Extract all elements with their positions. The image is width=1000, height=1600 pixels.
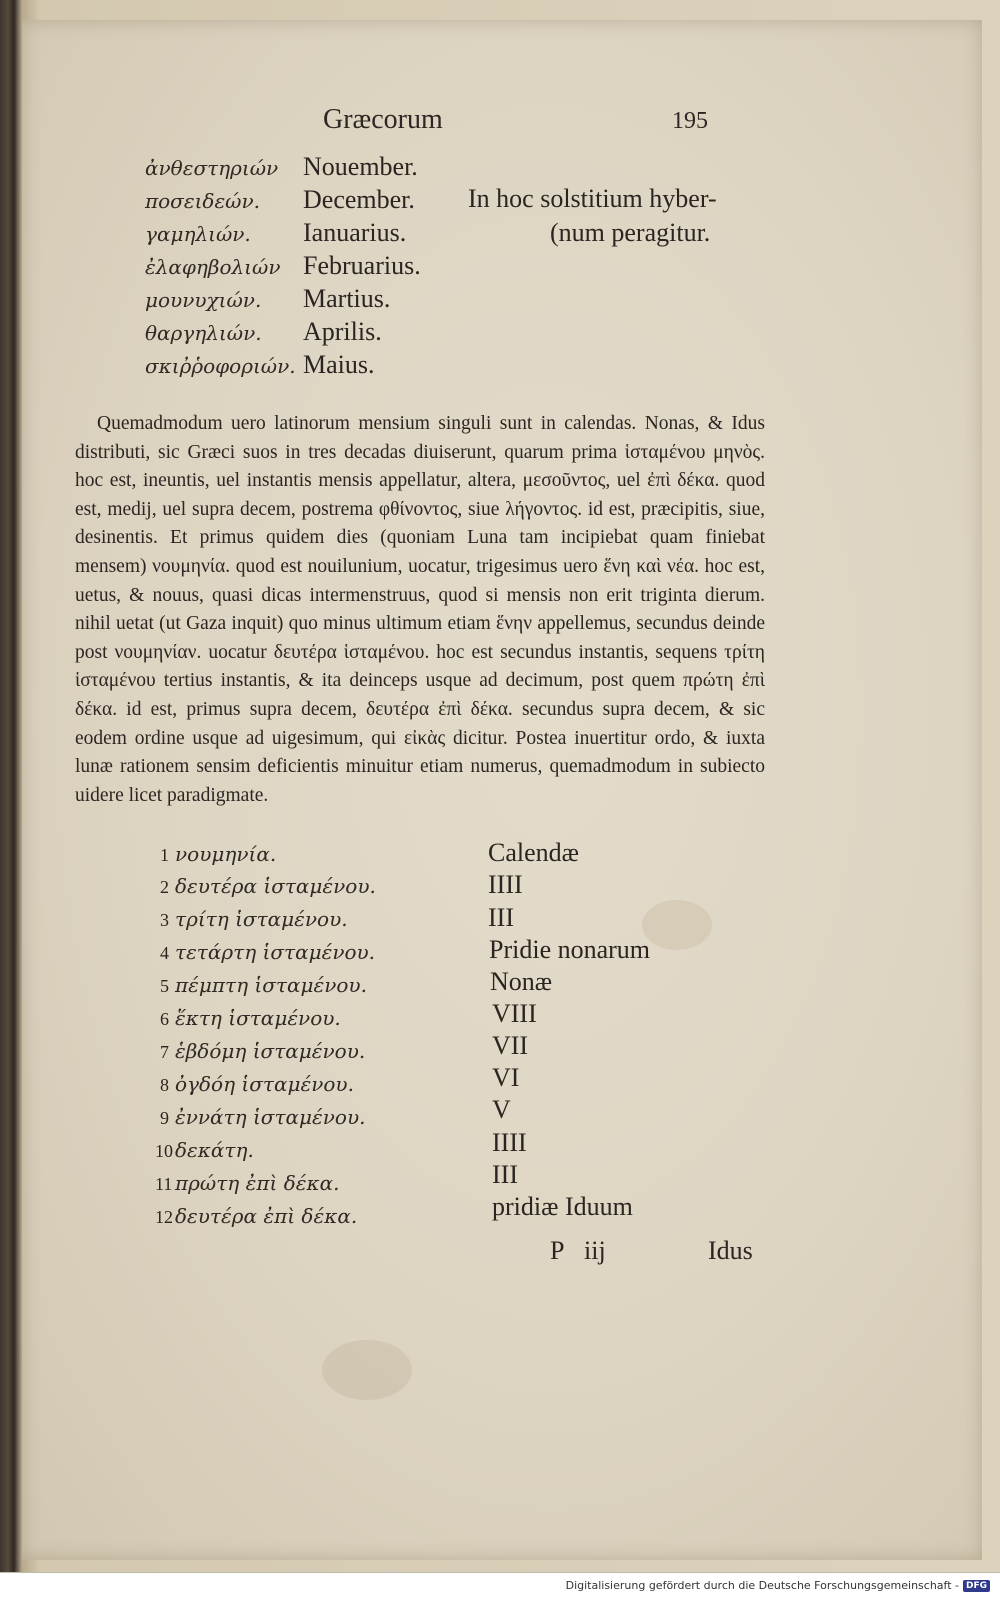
month-latin: Ianuarius. (303, 218, 407, 247)
day-greek: τρίτη ἱσταμένου. (175, 907, 348, 931)
day-number: 3 (160, 910, 169, 930)
day-number: 10 (155, 1141, 173, 1161)
day-greek: νουμηνία. (175, 842, 277, 866)
month-latin: Februarius. (303, 251, 421, 280)
month-latin: Nouember. (303, 152, 418, 181)
month-row (145, 317, 485, 351)
solstice-note-line: In hoc solstitium hyber- (468, 184, 717, 213)
day-number: 7 (160, 1042, 169, 1062)
month-latin: December. (303, 185, 415, 214)
day-number: 12 (155, 1207, 173, 1227)
paper-stain (322, 1340, 412, 1400)
roman-day-name: VI (492, 1063, 520, 1092)
day-greek: ἕκτη ἱσταμένου. (175, 1006, 341, 1030)
month-row (145, 152, 485, 186)
month-row (145, 185, 485, 219)
month-greek: ἀνθεστηριών (145, 156, 279, 180)
month-latin: Martius. (303, 284, 391, 313)
month-row (145, 284, 485, 318)
roman-day-name: VII (492, 1031, 529, 1060)
day-greek: ὀγδόη ἱσταμένου. (175, 1072, 354, 1096)
roman-day-name: V (492, 1095, 511, 1124)
catchword: Idus (708, 1236, 753, 1265)
dfg-attribution (566, 1579, 990, 1592)
page-number: 195 (672, 108, 708, 134)
attribution-text: Digitalisierung gefördert durch die Deutsche Forschungsgemeinschaft - (565, 1579, 959, 1592)
month-latin: Maius. (303, 350, 375, 379)
roman-day-name: IIII (492, 1128, 527, 1157)
month-greek: ἐλαφηβολιών (145, 255, 281, 279)
month-row (145, 350, 485, 384)
day-row (155, 1105, 395, 1137)
roman-day-name: Pridie nonarum (489, 935, 651, 964)
dfg-logo: DFG (963, 1580, 990, 1592)
month-latin: Aprilis. (303, 317, 382, 346)
day-row (155, 973, 395, 1005)
day-number: 4 (160, 943, 169, 963)
month-greek: σκιῤῥοφοριών. (145, 354, 296, 378)
day-greek: ἐννάτη ἱσταμένου. (175, 1105, 366, 1129)
day-number: 2 (160, 877, 169, 897)
day-number: 6 (160, 1009, 169, 1029)
day-row (155, 1039, 395, 1071)
body-paragraph: Quemadmodum uero latinorum mensium singuli sunt in calendas. Nonas, & Idus distributi, sic Græci suos in tres decadas diuiserunt, quarum prima ἱσταμένου μηνὸς. hoc est, ineuntis, uel instantis mensis appellatur, altera, μεσοῦντος, uel ἐπὶ δέκα. quod est, medij, uel supra decem, postrema φθίνοντος, siue λήγοντος. id est, præcipitis, siue, desinentis. Et primus quidem dies (quoniam Luna tam incipiebat quam finiebat mensem) νουμηνία. quod est nouilunium, uocatur, trigesimus uero ἕνη καὶ νέα. hoc est, uetus, & nouus, quasi dicas intermenstruus, quod si mensis non erit triginta dierum. nihil uetat (ut Gaza inquit) quo minus ultimum etiam ἕνην appellemus, secundus deinde post νουμηνίαν. uocatur δευτέρα ἱσταμένου. hoc est secundus instantis, sequens τρίτη ἱσταμένου tertius instantis, & ita deinceps usque ad decimum, post quem πρώτη ἐπὶ δέκα. id est, primus supra decem, δευτέρα ἐπὶ δέκα. secundus supra decem, & sic eodem ordine usque ad uigesimum, qui εἰκὰς dicitur. Postea inuertitur ordo, & iuxta lunæ rationem sensim deficientis minuitur etiam numerus, quemadmodum in subiecto uidere licet paradigmate. (75, 413, 765, 806)
day-number: 9 (160, 1108, 169, 1128)
day-greek: δευτέρα ἐπὶ δέκα. (175, 1204, 358, 1228)
day-row (155, 1138, 395, 1170)
day-greek: πρώτη ἐπὶ δέκα. (175, 1171, 340, 1195)
day-row (155, 1204, 395, 1236)
running-head-title: Græcorum (323, 104, 443, 135)
roman-day-name: Nonæ (490, 967, 553, 996)
month-row (145, 218, 485, 252)
day-row (155, 940, 395, 972)
day-row (155, 1006, 395, 1038)
day-row (155, 1072, 395, 1104)
month-row (145, 251, 485, 285)
day-row (155, 1171, 395, 1203)
paper-stain (642, 900, 712, 950)
day-number: 5 (160, 976, 169, 996)
month-greek: γαμηλιών. (145, 222, 251, 246)
day-number: 1 (160, 845, 169, 865)
signature-mark: P iij (550, 1236, 606, 1265)
day-greek: δευτέρα ἱσταμένου. (175, 874, 376, 898)
day-greek: πέμπτη ἱσταμένου. (175, 973, 367, 997)
day-row (155, 842, 395, 874)
day-row (155, 874, 395, 906)
roman-day-name: IIII (488, 870, 523, 899)
month-greek: θαργηλιών. (145, 321, 262, 345)
day-greek: δεκάτη. (175, 1138, 254, 1162)
month-greek: μουνυχιών. (145, 288, 262, 312)
roman-day-name: pridiæ Iduum (492, 1192, 633, 1221)
roman-day-name: III (488, 903, 514, 932)
roman-day-name: III (492, 1160, 518, 1189)
roman-day-name: VIII (492, 999, 537, 1028)
day-greek: ἑβδόμη ἱσταμένου. (175, 1039, 366, 1063)
day-greek: τετάρτη ἱσταμένου. (175, 940, 376, 964)
month-greek: ποσειδεών. (145, 189, 261, 213)
roman-day-name: Calendæ (488, 838, 579, 867)
day-number: 8 (160, 1075, 169, 1095)
day-row (155, 907, 395, 939)
solstice-note-line: (num peragitur. (550, 218, 711, 247)
day-number: 11 (155, 1174, 173, 1194)
